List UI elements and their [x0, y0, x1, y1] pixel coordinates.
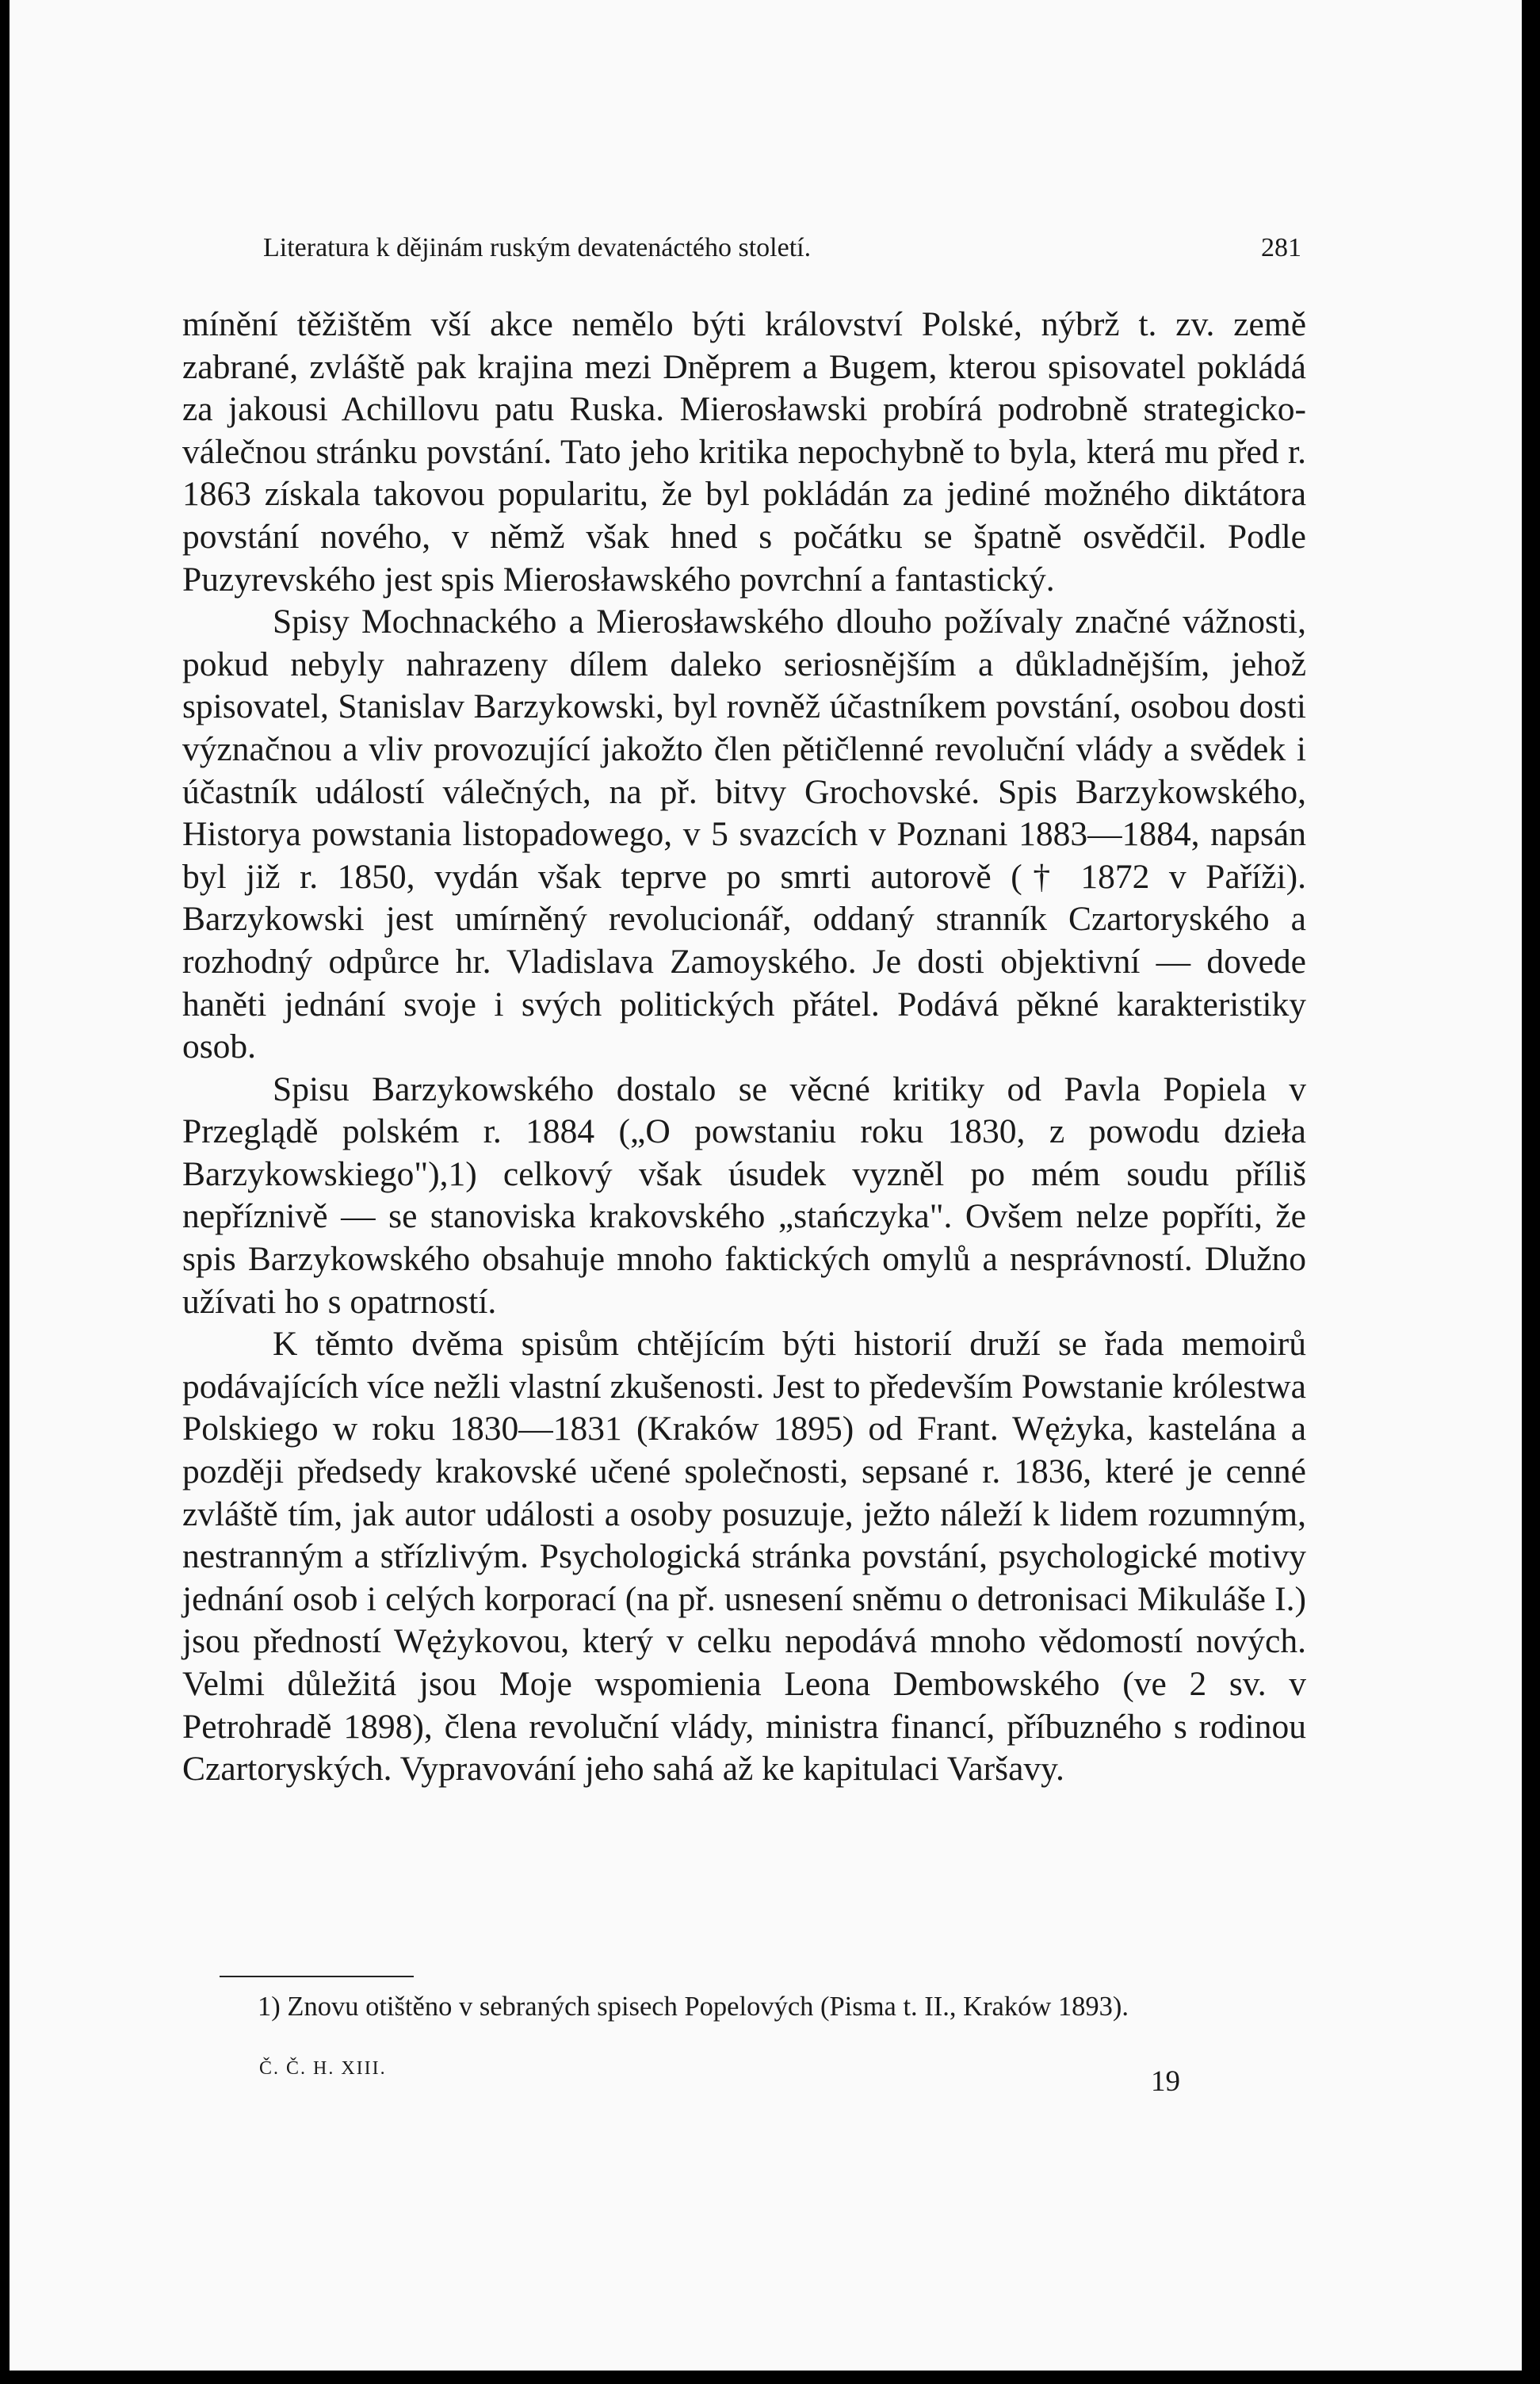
body-text	[182, 304, 1306, 1791]
sheet-signature: Č. Č. H. XIII.	[259, 2058, 387, 2079]
footnote	[216, 1990, 1309, 2023]
footnote-marker: 1)	[258, 1992, 281, 2022]
running-head-title: Literatura k dějinám ruským devatenáctého století.	[263, 233, 812, 262]
sheet-number: 19	[1151, 2065, 1180, 2098]
paragraph-3: Spisu Barzykowského dostalo se věcné kritiky od Pavla Popiela v Przeglądě polském r. 1884 („O powstaniu roku 1830, z powodu dzieła Barzykowskiego"),1) celkový však úsudek vyzněl po mém soudu příliš nepříznivě — se stanoviska krakovského „stańczyka". Ovšem nelze popříti, že spis Barzykowského obsahuje mnoho faktických omylů a nesprávností. Dlužno užívati ho s opatrností.	[182, 1070, 1306, 1321]
paragraph-4: K těmto dvěma spisům chtějícím býti historií druží se řada memoirů podávajících více nežli vlastní zkušenosti. Jest to především Powstanie królestwa Polskiego w roku 1830—1831 (Kraków 1895) od Frant. Wężyka, kastelána a později předsedy krakovské učené společnosti, sepsané r. 1836, které je cenné zvláště tím, jak autor události a osoby posuzuje, ježto náleží k lidem rozumným, nestranným a střízlivým. Psychologická stránka povstání, psychologické motivy jednání osob i celých korporací (na př. usnesení sněmu o detronisaci Mikuláše I.) jsou předností Wężykovou, který v celku nepodává mnoho vědomostí nových. Velmi důležitá jsou Moje wspomienia Leona Dembowského (ve 2 sv. v Petrohradě 1898), člena revoluční vlády, ministra financí, příbuzného s rodinou Czartoryských. Vypravování jeho sahá až ke kapitulaci Varšavy.	[182, 1325, 1306, 1789]
footnote-rule	[220, 1976, 414, 1977]
paragraph-1: mínění těžištěm vší akce nemělo býti království Polské, nýbrž t. zv. země zabrané, zvláště pak krajina mezi Dněprem a Bugem, kterou spisovatel pokládá za jakousi Achillovu patu Ruska. Mierosławski probírá podrobně strategicko-válečnou stránku povstání. Tato jeho kritika nepochybně to byla, která mu před r. 1863 získala takovou popularitu, že byl pokládán za jediné možného diktátora povstání nového, v němž však hned s počátku se špatně osvědčil. Podle Puzyrevského jest spis Mierosławského povrchní a fantastický.	[182, 305, 1306, 599]
paragraph-2: Spisy Mochnackého a Mierosławského dlouho požívaly značné vážnosti, pokud nebyly nahrazeny dílem daleko seriosnějším a důkladnějším, jehož spisovatel, Stanislav Barzykowski, byl rovněž účastníkem povstání, osobou dosti význačnou a vliv provozující jakožto člen pětičlenné revoluční vlády a svědek i účastník událostí válečných, na př. bitvy Grochovské. Spis Barzykowského, Historya powstania listopadowego, v 5 svazcích v Poznani 1883—1884, napsán byl již r. 1850, vydán však teprve po smrti autorově († 1872 v Paříži). Barzykowski jest umírněný revolucionář, oddaný stranník Czartoryského a rozhodný odpůrce hr. Vladislava Zamoyského. Je dosti objektivní — dovede haněti jednání svoje i svých politických přátel. Podává pěkné karakteristiky osob.	[182, 603, 1306, 1066]
page-number: 281	[1261, 233, 1301, 262]
book-page	[10, 0, 1522, 2371]
footnote-text: Znovu otištěno v sebraných spisech Popelových (Pisma t. II., Kraków 1893).	[287, 1992, 1129, 2022]
running-head	[263, 233, 1301, 263]
